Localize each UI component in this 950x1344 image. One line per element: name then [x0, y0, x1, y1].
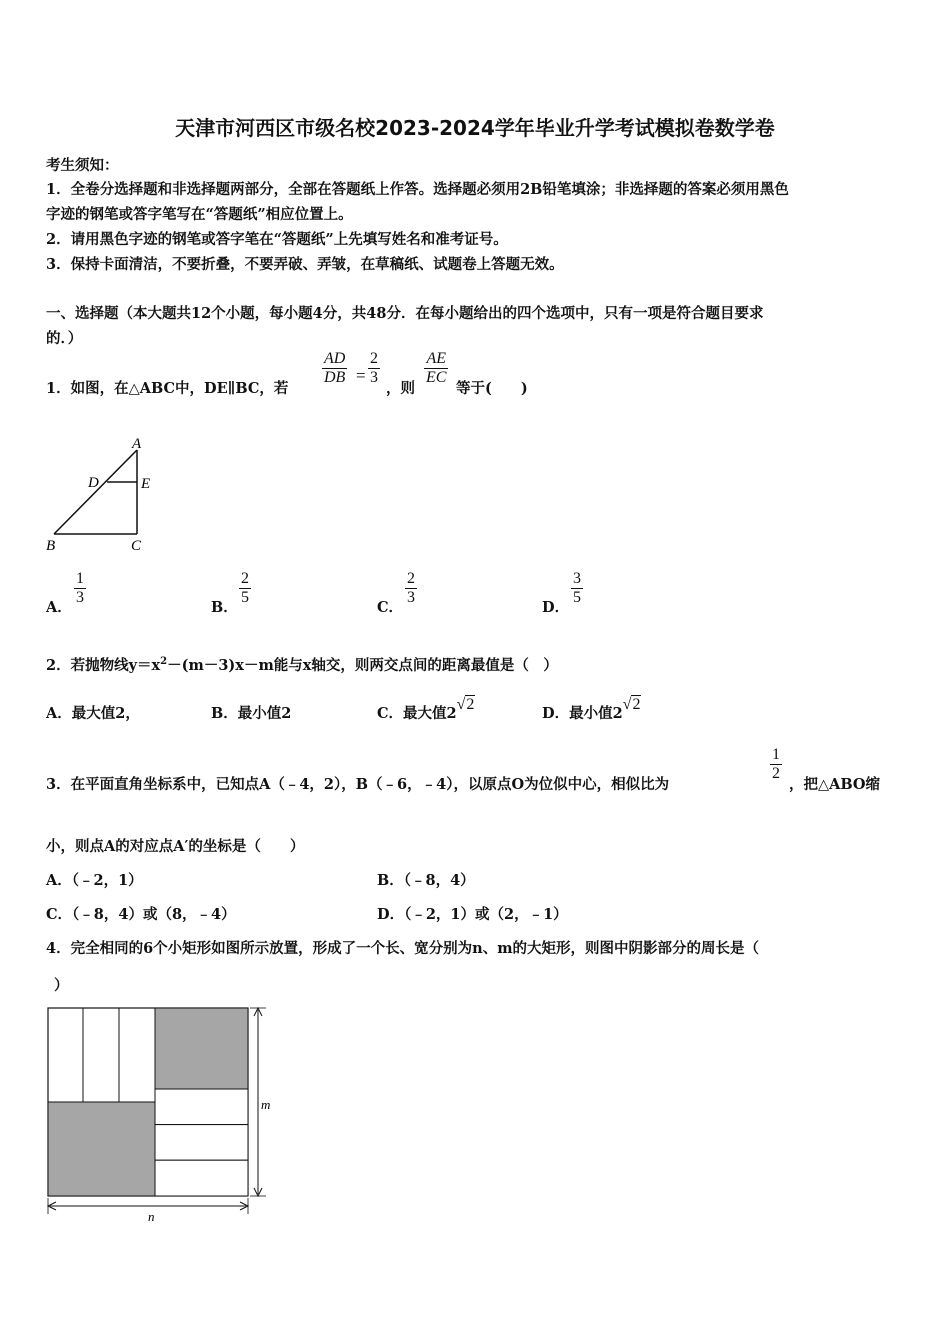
q3-stem-line2: 小，则点A的对应点A′的坐标是（ ） [46, 838, 305, 855]
q2-option-d-sqrt: √2 [622, 696, 641, 713]
q2-stem [46, 654, 558, 675]
q1-triangle-figure [40, 430, 170, 555]
label-m: m [261, 1097, 271, 1112]
q1-option-a-frac [74, 570, 86, 607]
q1-option-d-den: 5 [573, 589, 581, 606]
notice-item-1-cont: 字迹的钢笔或答字笔写在“答题纸”相应位置上。 [46, 206, 353, 223]
q1-equals: = [356, 366, 366, 385]
q4-rectangle-figure [40, 1000, 285, 1225]
label-a: A [132, 436, 142, 452]
q1-option-c-den: 3 [407, 589, 415, 606]
q2-option-b: B．最小值2 [211, 705, 292, 722]
q3-option-b: B．（﹣8，4） [377, 872, 475, 889]
label-d: D [88, 475, 99, 491]
q3-ratio-frac [770, 746, 782, 783]
q2-option-d-radicand: 2 [632, 696, 641, 713]
q1-frac1-den: DB [324, 369, 346, 386]
q4-stem: 4．完全相同的6个小矩形如图所示放置，形成了一个长、宽分别为n、m的大矩形，则图中阴影部分的周长是（ [46, 940, 760, 957]
q2-option-d-label: D．最小值2 [542, 705, 623, 722]
q1-option-d-num: 3 [573, 570, 581, 587]
q1-frac2-den: 3 [370, 369, 378, 386]
shaded-bottom-left [48, 1102, 155, 1196]
q3-option-d: D．（﹣2，1）或（2，﹣1） [377, 906, 568, 923]
q3-option-a: A．（﹣2，1） [46, 872, 143, 889]
notice-item-1: 1．全卷分选择题和非选择题两部分，全部在答题纸上作答。选择题必须用2B铅笔填涂；非选择题的答案必须用黑色 [46, 181, 789, 198]
label-b: B [46, 538, 56, 554]
q1-frac-2-3 [368, 350, 380, 387]
q2-stem-a: 2．若抛物线y＝x [46, 657, 161, 674]
q2-option-c-radicand: 2 [466, 696, 475, 713]
q1-frac-ad-db [322, 350, 347, 387]
q1-option-a-num: 1 [76, 570, 84, 587]
q2-option-a: A．最大值2， [46, 705, 140, 722]
q1-frac-ae-ec [424, 350, 448, 387]
q1-frac2-num: 2 [370, 350, 378, 367]
q1-option-d-frac [571, 570, 583, 607]
side-ab [54, 450, 137, 534]
shaded-top-right [155, 1008, 248, 1089]
q1-option-a-den: 3 [76, 589, 84, 606]
q1-option-d-label: D． [542, 599, 570, 616]
label-c: C [131, 538, 142, 554]
label-e: E [141, 476, 151, 492]
q1-frac3-num: AE [426, 350, 446, 367]
q1-frac1-num: AD [324, 350, 346, 367]
q2-option-c-sqrt: √2 [456, 696, 475, 713]
q1-option-b-label: B． [211, 599, 238, 616]
section-heading: 一、选择题（本大题共12个小题，每小题4分，共48分．在每小题给出的四个选项中，只有一项是符合题目要求 [46, 305, 764, 322]
label-n: n [148, 1209, 155, 1224]
q1-option-b-den: 5 [241, 589, 249, 606]
q3-frac-num: 1 [772, 746, 780, 763]
q3-stem-end: ，把△ABO缩 [789, 776, 881, 793]
q2-stem-sup: 2 [160, 656, 168, 668]
q1-option-c-frac [405, 570, 417, 607]
page-title: 天津市河西区市级名校2023-2024学年毕业升学考试模拟卷数学卷 [175, 116, 775, 140]
q4-stem-line2: ） [54, 977, 69, 994]
q3-frac-den: 2 [772, 765, 780, 782]
q1-option-a-label: A． [46, 599, 72, 616]
section-heading-cont: 的．） [46, 330, 83, 347]
q2-option-c-label: C．最大值2 [377, 705, 457, 722]
small-rect-h3 [155, 1160, 248, 1196]
q2-option-d [542, 696, 641, 723]
q3-option-c: C．（﹣8，4）或（8，﹣4） [46, 906, 236, 923]
notice-item-3: 3．保持卡面清洁，不要折叠，不要弄破、弄皱，在草稿纸、试题卷上答题无效。 [46, 256, 564, 273]
q1-stem-prefix: 1．如图，在△ABC中，DE∥BC，若 [46, 380, 289, 397]
q1-option-b-num: 2 [241, 570, 249, 587]
q2-stem-b: －(m－3)x－m能与x轴交，则两交点间的距离最值是（ ） [167, 657, 558, 674]
q1-option-c-label: C． [377, 599, 404, 616]
q1-stem-mid: ，则 [386, 380, 415, 397]
small-rect-h1 [155, 1089, 248, 1125]
q1-option-c-num: 2 [407, 570, 415, 587]
notice-item-2: 2．请用黑色字迹的钢笔或答字笔在“答题纸”上先填写姓名和准考证号。 [46, 231, 508, 248]
q1-frac3-den: EC [426, 369, 447, 386]
q2-option-c [377, 696, 475, 723]
q1-option-b-frac [239, 570, 251, 607]
q1-stem-suffix: 等于( ) [456, 380, 528, 397]
small-rect-h2 [155, 1125, 248, 1161]
q3-stem: 3．在平面直角坐标系中，已知点A（﹣4，2），B（﹣6，﹣4），以原点O为位似中心，相似比为 [46, 776, 670, 793]
notice-heading: 考生须知： [46, 157, 119, 174]
